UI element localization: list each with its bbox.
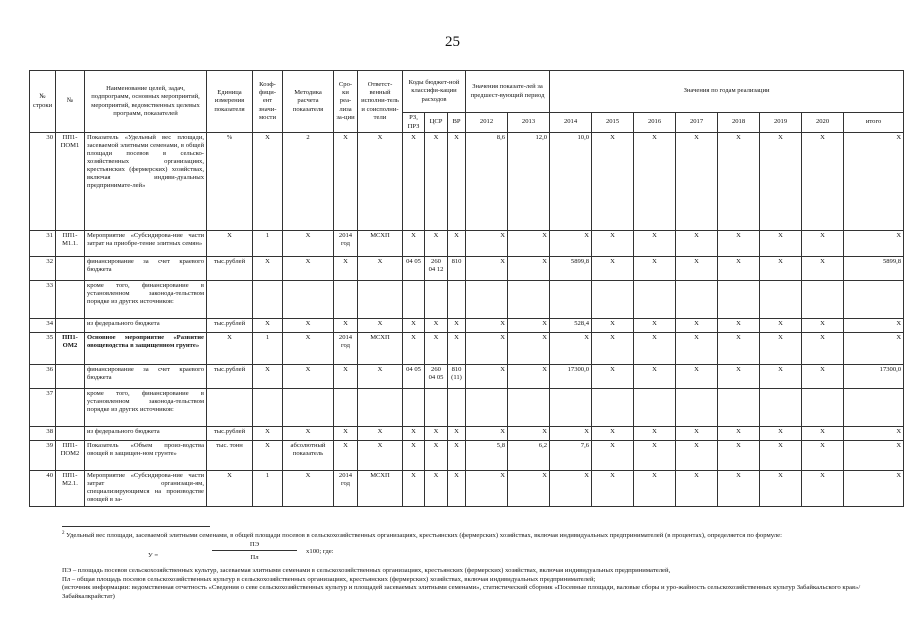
csr-cell: 260 04 12 bbox=[425, 257, 448, 281]
coef-cell: X bbox=[253, 365, 283, 389]
row-name: из федерального бюджета bbox=[85, 319, 207, 333]
vr-cell: X bbox=[448, 333, 466, 365]
value-2015: X bbox=[592, 133, 634, 231]
value-total: X bbox=[844, 427, 904, 441]
value-2019: X bbox=[760, 427, 802, 441]
value-2015: X bbox=[592, 471, 634, 507]
rz-cell: X bbox=[403, 319, 425, 333]
row-number: 33 bbox=[30, 281, 56, 319]
value-2013: X bbox=[508, 427, 550, 441]
row-code: ПП1-ОМ2 bbox=[56, 333, 85, 365]
header-term: Сро-ки реа-лиза за-ции bbox=[334, 71, 358, 133]
value-2017: X bbox=[676, 231, 718, 257]
value-total: X bbox=[844, 319, 904, 333]
responsible-cell bbox=[358, 281, 403, 319]
value-2014: 5899,8 bbox=[550, 257, 592, 281]
value-2019: X bbox=[760, 257, 802, 281]
value-2013: X bbox=[508, 471, 550, 507]
header-year: 2012 bbox=[466, 113, 508, 133]
unit-cell bbox=[207, 281, 253, 319]
rz-cell bbox=[403, 281, 425, 319]
coef-cell: 1 bbox=[253, 333, 283, 365]
csr-cell bbox=[425, 281, 448, 319]
value-2019: X bbox=[760, 333, 802, 365]
value-2019: X bbox=[760, 471, 802, 507]
table-row bbox=[30, 231, 904, 257]
table-row bbox=[30, 281, 904, 319]
row-number: 36 bbox=[30, 365, 56, 389]
value-2020: X bbox=[802, 365, 844, 389]
value-total: X bbox=[844, 441, 904, 471]
value-2014: X bbox=[550, 231, 592, 257]
value-2018: X bbox=[718, 319, 760, 333]
method-cell: X bbox=[283, 427, 334, 441]
coef-cell bbox=[253, 389, 283, 427]
unit-cell: тыс.рублей bbox=[207, 365, 253, 389]
footnote-rule bbox=[62, 526, 210, 527]
value-2012 bbox=[466, 389, 508, 427]
header-rz: РЗ, ПРЗ bbox=[403, 113, 425, 133]
row-code bbox=[56, 427, 85, 441]
unit-cell bbox=[207, 389, 253, 427]
unit-cell: % bbox=[207, 133, 253, 231]
value-2012: 5,8 bbox=[466, 441, 508, 471]
csr-cell: X bbox=[425, 133, 448, 231]
term-cell bbox=[334, 389, 358, 427]
row-number: 40 bbox=[30, 471, 56, 507]
value-2016: X bbox=[634, 231, 676, 257]
unit-cell: тыс.рублей bbox=[207, 427, 253, 441]
responsible-cell bbox=[358, 389, 403, 427]
term-cell: X bbox=[334, 257, 358, 281]
footnote-source: (источник информации: ведомственная отчетность «Сведения о севе сельскохозяйственных культур и площадей засеваемых элитными семенами», статистический сборник «Посевные площади, валовые сборы и уро-жайность сельскохозяйственных культур Забайкальского края»/Забайкалкрайстат) bbox=[62, 584, 861, 601]
formula-numerator: ПЭ bbox=[212, 541, 297, 551]
value-2020 bbox=[802, 389, 844, 427]
row-number: 32 bbox=[30, 257, 56, 281]
header-no: № bbox=[56, 71, 85, 133]
value-2019 bbox=[760, 281, 802, 319]
footnote-intro bbox=[62, 531, 884, 541]
value-2020: X bbox=[802, 133, 844, 231]
value-2018: X bbox=[718, 427, 760, 441]
value-total: X bbox=[844, 333, 904, 365]
header-year: 2019 bbox=[760, 113, 802, 133]
row-code bbox=[56, 257, 85, 281]
row-name: кроме того, финансирование в установленном законода-тельством порядке из других источников: bbox=[85, 281, 207, 319]
value-total: X bbox=[844, 471, 904, 507]
value-2016 bbox=[634, 389, 676, 427]
value-2012: 8,6 bbox=[466, 133, 508, 231]
header-responsible: Ответст-венный исполни-тель и соисполни-тели bbox=[358, 71, 403, 133]
value-2014 bbox=[550, 389, 592, 427]
rz-cell bbox=[403, 389, 425, 427]
formula-lhs: У = bbox=[148, 551, 159, 559]
value-total: X bbox=[844, 231, 904, 257]
header-year: 2014 bbox=[550, 113, 592, 133]
row-name: финансирование за счет краевого бюджета bbox=[85, 365, 207, 389]
value-2016: X bbox=[634, 133, 676, 231]
vr-cell: X bbox=[448, 231, 466, 257]
value-2020: X bbox=[802, 257, 844, 281]
row-name: Мероприятие «Субсидирова-ние части затрат организаци-ям, специализирующимся на производстве овощей в за- bbox=[85, 471, 207, 507]
method-cell bbox=[283, 281, 334, 319]
value-2015 bbox=[592, 281, 634, 319]
footnote-intro-text: Удельный вес площади, засеваемой элитными семенами, в общей площади посевов в сельскохозяйственных организациях, крестьянских (фермерских) хозяйствах, включая индивидуальных предпринимателей (в процентах), определяется по формуле: bbox=[66, 532, 782, 540]
value-total bbox=[844, 389, 904, 427]
value-2012: X bbox=[466, 333, 508, 365]
table-row bbox=[30, 133, 904, 231]
value-2017: X bbox=[676, 427, 718, 441]
method-cell: 2 bbox=[283, 133, 334, 231]
value-2013: X bbox=[508, 365, 550, 389]
formula bbox=[62, 541, 884, 567]
value-total: 5899,8 bbox=[844, 257, 904, 281]
responsible-cell: X bbox=[358, 133, 403, 231]
value-2020: X bbox=[802, 333, 844, 365]
value-2013 bbox=[508, 281, 550, 319]
value-2013: 12,0 bbox=[508, 133, 550, 231]
csr-cell: 260 04 05 bbox=[425, 365, 448, 389]
csr-cell: X bbox=[425, 333, 448, 365]
row-code: ПП1-ПОМ1 bbox=[56, 133, 85, 231]
coef-cell: X bbox=[253, 319, 283, 333]
header-years-title: Значения по годам реализации bbox=[550, 71, 904, 113]
page-number: 25 bbox=[445, 34, 460, 50]
row-name: Показатель «Объем произ-водства овощей в защищен-ном грунте» bbox=[85, 441, 207, 471]
responsible-cell: X bbox=[358, 427, 403, 441]
csr-cell: X bbox=[425, 427, 448, 441]
value-2015: X bbox=[592, 365, 634, 389]
header-year: 2013 bbox=[508, 113, 550, 133]
responsible-cell: X bbox=[358, 441, 403, 471]
row-code bbox=[56, 281, 85, 319]
value-2018: X bbox=[718, 471, 760, 507]
table-row bbox=[30, 319, 904, 333]
header-csr: ЦСР bbox=[425, 113, 448, 133]
value-2015: X bbox=[592, 427, 634, 441]
responsible-cell: МСХП bbox=[358, 231, 403, 257]
value-2015: X bbox=[592, 441, 634, 471]
responsible-cell: МСХП bbox=[358, 471, 403, 507]
coef-cell: X bbox=[253, 441, 283, 471]
row-code bbox=[56, 365, 85, 389]
value-2017: X bbox=[676, 257, 718, 281]
header-row-no: № строки bbox=[30, 71, 56, 133]
formula-denominator: Пл bbox=[250, 553, 259, 561]
responsible-cell: X bbox=[358, 365, 403, 389]
row-number: 30 bbox=[30, 133, 56, 231]
value-2019: X bbox=[760, 319, 802, 333]
value-2013: X bbox=[508, 319, 550, 333]
value-2017: X bbox=[676, 333, 718, 365]
row-code bbox=[56, 389, 85, 427]
value-2016: X bbox=[634, 427, 676, 441]
row-number: 39 bbox=[30, 441, 56, 471]
row-number: 35 bbox=[30, 333, 56, 365]
csr-cell: X bbox=[425, 441, 448, 471]
value-2018: X bbox=[718, 257, 760, 281]
value-2017: X bbox=[676, 471, 718, 507]
method-cell bbox=[283, 389, 334, 427]
vr-cell bbox=[448, 281, 466, 319]
header-unit: Единица измерения показателя bbox=[207, 71, 253, 133]
value-2013: 6,2 bbox=[508, 441, 550, 471]
method-cell: X bbox=[283, 365, 334, 389]
header-coef: Коэф-фици-ент значи-мости bbox=[253, 71, 283, 133]
footnote-definition: Пл – общая площадь посевов сельскохозяйственных культур в сельскохозяйственных организациях, крестьянских (фермерских) хозяйствах, включая индивидуальных предпринимателей; bbox=[62, 575, 596, 583]
unit-cell: тыс.рублей bbox=[207, 319, 253, 333]
value-2016: X bbox=[634, 471, 676, 507]
value-2016: X bbox=[634, 441, 676, 471]
value-total: 17300,0 bbox=[844, 365, 904, 389]
value-2017 bbox=[676, 281, 718, 319]
method-cell: X bbox=[283, 257, 334, 281]
table-header bbox=[30, 71, 904, 133]
responsible-cell: X bbox=[358, 257, 403, 281]
value-2019: X bbox=[760, 231, 802, 257]
value-2019: X bbox=[760, 133, 802, 231]
value-2015 bbox=[592, 389, 634, 427]
header-year: 2020 bbox=[802, 113, 844, 133]
table-row bbox=[30, 333, 904, 365]
value-2017: X bbox=[676, 365, 718, 389]
value-total bbox=[844, 281, 904, 319]
value-2014: 17300,0 bbox=[550, 365, 592, 389]
value-2012: X bbox=[466, 257, 508, 281]
csr-cell: X bbox=[425, 319, 448, 333]
coef-cell: X bbox=[253, 427, 283, 441]
method-cell: X bbox=[283, 471, 334, 507]
value-total: X bbox=[844, 133, 904, 231]
vr-cell: 810 bbox=[448, 257, 466, 281]
row-code: ПП1-М2.1. bbox=[56, 471, 85, 507]
header-year: 2017 bbox=[676, 113, 718, 133]
term-cell bbox=[334, 281, 358, 319]
value-2013: X bbox=[508, 333, 550, 365]
row-name: кроме того, финансирование в установленном законода-тельством порядке из других источников: bbox=[85, 389, 207, 427]
csr-cell: X bbox=[425, 231, 448, 257]
value-2015: X bbox=[592, 257, 634, 281]
value-2019 bbox=[760, 389, 802, 427]
value-2015: X bbox=[592, 333, 634, 365]
value-2017 bbox=[676, 389, 718, 427]
row-code bbox=[56, 319, 85, 333]
term-cell: 2014 год bbox=[334, 333, 358, 365]
row-name: Мероприятие «Субсидирова-ние части затрат на приобре-тение элитных семян» bbox=[85, 231, 207, 257]
value-2016: X bbox=[634, 365, 676, 389]
vr-cell bbox=[448, 389, 466, 427]
value-2018 bbox=[718, 281, 760, 319]
term-cell: X bbox=[334, 427, 358, 441]
term-cell: 2014 год bbox=[334, 471, 358, 507]
table-row bbox=[30, 427, 904, 441]
header-budget-codes: Коды бюджет-ной классифи-кации расходов bbox=[403, 71, 466, 113]
vr-cell: 810 (11) bbox=[448, 365, 466, 389]
unit-cell: X bbox=[207, 471, 253, 507]
vr-cell: X bbox=[448, 441, 466, 471]
value-2014: 528,4 bbox=[550, 319, 592, 333]
value-2017: X bbox=[676, 441, 718, 471]
coef-cell: X bbox=[253, 257, 283, 281]
table-row bbox=[30, 471, 904, 507]
term-cell: X bbox=[334, 319, 358, 333]
value-2016 bbox=[634, 281, 676, 319]
value-2017: X bbox=[676, 319, 718, 333]
header-name: Наименование целей, задач, подпрограмм, основных мероприятий, мероприятий, ведомственных целевых программ, показателей bbox=[85, 71, 207, 133]
rz-cell: 04 05 bbox=[403, 365, 425, 389]
value-2018: X bbox=[718, 333, 760, 365]
footnote-definition: ПЭ – площадь посевов сельскохозяйственных культур, засеваемая элитными семенами в сельскохозяйственных организациях, крестьянских (фермерских) хозяйствах, включая индивидуальных предпринимателей, bbox=[62, 566, 671, 574]
value-2012: X bbox=[466, 471, 508, 507]
coef-cell bbox=[253, 281, 283, 319]
rz-cell: 04 05 bbox=[403, 257, 425, 281]
row-number: 31 bbox=[30, 231, 56, 257]
value-2020: X bbox=[802, 427, 844, 441]
row-name: Основное мероприятие «Развитие овощеводства в защищенном грунте» bbox=[85, 333, 207, 365]
vr-cell: X bbox=[448, 471, 466, 507]
method-cell: абсолютный показатель bbox=[283, 441, 334, 471]
value-2020: X bbox=[802, 231, 844, 257]
header-method: Методика расчета показателя bbox=[283, 71, 334, 133]
term-cell: X bbox=[334, 365, 358, 389]
value-2015: X bbox=[592, 231, 634, 257]
table-row bbox=[30, 389, 904, 427]
unit-cell: X bbox=[207, 333, 253, 365]
coef-cell: 1 bbox=[253, 471, 283, 507]
row-number: 37 bbox=[30, 389, 56, 427]
vr-cell: X bbox=[448, 133, 466, 231]
value-2014: X bbox=[550, 471, 592, 507]
value-2012 bbox=[466, 281, 508, 319]
value-2014: 10,0 bbox=[550, 133, 592, 231]
method-cell: X bbox=[283, 333, 334, 365]
rz-cell: X bbox=[403, 427, 425, 441]
unit-cell: тыс.рублей bbox=[207, 257, 253, 281]
value-2012: X bbox=[466, 427, 508, 441]
value-2018: X bbox=[718, 133, 760, 231]
value-2012: X bbox=[466, 365, 508, 389]
value-2019: X bbox=[760, 441, 802, 471]
header-year: 2015 bbox=[592, 113, 634, 133]
value-2012: X bbox=[466, 319, 508, 333]
footnote-mark: 2 bbox=[62, 531, 65, 536]
row-name: финансирование за счет краевого бюджета bbox=[85, 257, 207, 281]
value-2015: X bbox=[592, 319, 634, 333]
coef-cell: X bbox=[253, 133, 283, 231]
value-2018 bbox=[718, 389, 760, 427]
responsible-cell: МСХП bbox=[358, 333, 403, 365]
header-vr: ВР bbox=[448, 113, 466, 133]
rz-cell: X bbox=[403, 231, 425, 257]
table-row bbox=[30, 257, 904, 281]
value-2014: 7,6 bbox=[550, 441, 592, 471]
row-code: ПП1-ПОМ2 bbox=[56, 441, 85, 471]
header-year: 2016 bbox=[634, 113, 676, 133]
indicators-table bbox=[29, 70, 904, 507]
value-2016: X bbox=[634, 319, 676, 333]
value-2014 bbox=[550, 281, 592, 319]
footnote bbox=[62, 531, 884, 602]
value-2018: X bbox=[718, 441, 760, 471]
row-name: из федерального бюджета bbox=[85, 427, 207, 441]
value-2020: X bbox=[802, 471, 844, 507]
value-2014: X bbox=[550, 427, 592, 441]
coef-cell: 1 bbox=[253, 231, 283, 257]
value-2020: X bbox=[802, 441, 844, 471]
term-cell: X bbox=[334, 133, 358, 231]
value-2014: X bbox=[550, 333, 592, 365]
value-2013: X bbox=[508, 231, 550, 257]
csr-cell: X bbox=[425, 471, 448, 507]
unit-cell: X bbox=[207, 231, 253, 257]
rz-cell: X bbox=[403, 471, 425, 507]
rz-cell: X bbox=[403, 133, 425, 231]
value-2013 bbox=[508, 389, 550, 427]
header-total: итого bbox=[844, 113, 904, 133]
value-2020: X bbox=[802, 319, 844, 333]
rz-cell: X bbox=[403, 333, 425, 365]
value-2016: X bbox=[634, 333, 676, 365]
value-2018: X bbox=[718, 365, 760, 389]
formula-tail: х100; где: bbox=[306, 547, 334, 555]
value-2019: X bbox=[760, 365, 802, 389]
term-cell: X bbox=[334, 441, 358, 471]
value-2016: X bbox=[634, 257, 676, 281]
row-name: Показатель «Удельный вес площади, засеваемой элитными семенами, в общей площади посевов в сельско-хозяйственных организациях, крестьянских (фермерских) хозяйствах, включая индиви-дуальных предпринимате-лей» bbox=[85, 133, 207, 231]
rz-cell: X bbox=[403, 441, 425, 471]
value-2012: X bbox=[466, 231, 508, 257]
header-previous-period: Значения показате-лей за предшест-вующий период bbox=[466, 71, 550, 113]
value-2017: X bbox=[676, 133, 718, 231]
term-cell: 2014 год bbox=[334, 231, 358, 257]
responsible-cell: X bbox=[358, 319, 403, 333]
unit-cell: тыс. тонн bbox=[207, 441, 253, 471]
row-number: 34 bbox=[30, 319, 56, 333]
row-code: ПП1-М1.1. bbox=[56, 231, 85, 257]
value-2013: X bbox=[508, 257, 550, 281]
table-row bbox=[30, 365, 904, 389]
vr-cell: X bbox=[448, 319, 466, 333]
header-year: 2018 bbox=[718, 113, 760, 133]
vr-cell: X bbox=[448, 427, 466, 441]
method-cell: X bbox=[283, 231, 334, 257]
value-2018: X bbox=[718, 231, 760, 257]
row-number: 38 bbox=[30, 427, 56, 441]
table-row bbox=[30, 441, 904, 471]
table-body bbox=[30, 133, 904, 507]
csr-cell bbox=[425, 389, 448, 427]
method-cell: X bbox=[283, 319, 334, 333]
value-2020 bbox=[802, 281, 844, 319]
